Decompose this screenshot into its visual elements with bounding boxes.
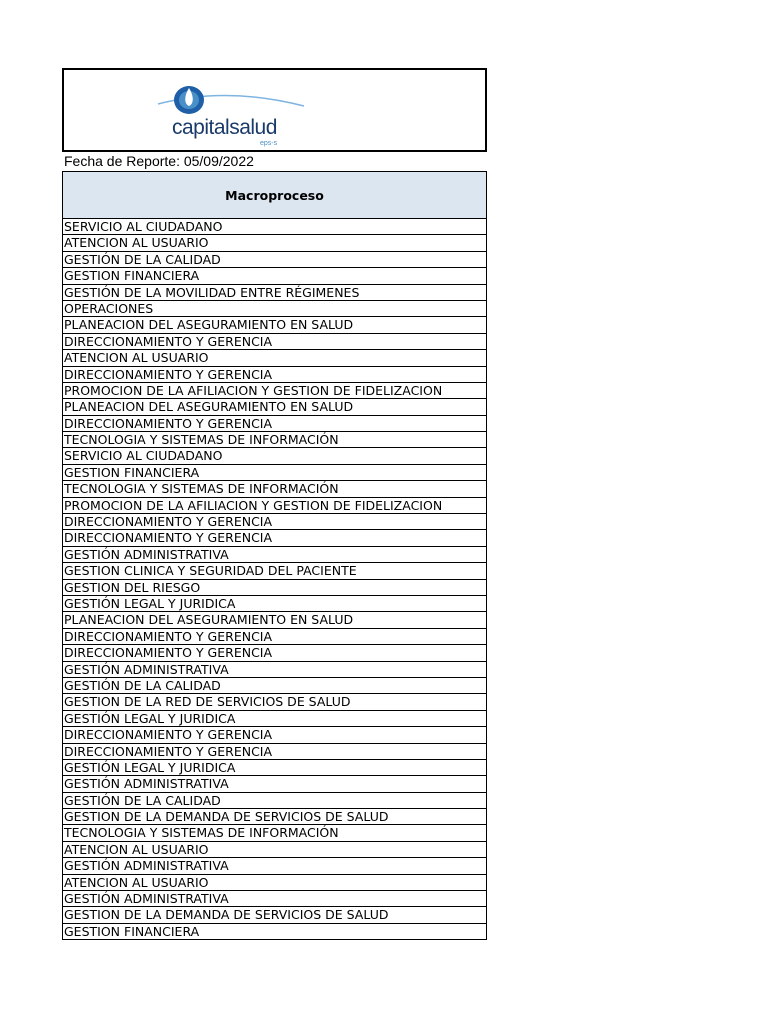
table-row: GESTIÓN LEGAL Y JURIDICA <box>62 711 487 727</box>
report-date: Fecha de Reporte: 05/09/2022 <box>64 153 254 169</box>
table-row: GESTIÓN ADMINISTRATIVA <box>62 858 487 874</box>
table-row: GESTIÓN DE LA MOVILIDAD ENTRE RÉGIMENES <box>62 285 487 301</box>
logo-subtext: eps-s <box>260 140 278 147</box>
table-row: GESTION DE LA RED DE SERVICIOS DE SALUD <box>62 694 487 710</box>
table-row: ATENCION AL USUARIO <box>62 350 487 366</box>
table-row: GESTIÓN ADMINISTRATIVA <box>62 891 487 907</box>
table-row: DIRECCIONAMIENTO Y GERENCIA <box>62 514 487 530</box>
table-row: ATENCION AL USUARIO <box>62 842 487 858</box>
table-row: GESTION FINANCIERA <box>62 268 487 284</box>
table-row: TECNOLOGIA Y SISTEMAS DE INFORMACIÓN <box>62 481 487 497</box>
table-row: GESTIÓN ADMINISTRATIVA <box>62 547 487 563</box>
table-row: PLANEACION DEL ASEGURAMIENTO EN SALUD <box>62 612 487 628</box>
table-row: GESTIÓN LEGAL Y JURIDICA <box>62 596 487 612</box>
table-body <box>62 219 487 940</box>
table-row: DIRECCIONAMIENTO Y GERENCIA <box>62 744 487 760</box>
logo-box <box>62 68 487 152</box>
table-row: TECNOLOGIA Y SISTEMAS DE INFORMACIÓN <box>62 432 487 448</box>
table-row: SERVICIO AL CIUDADANO <box>62 448 487 464</box>
table-row: DIRECCIONAMIENTO Y GERENCIA <box>62 629 487 645</box>
table-row: GESTIÓN LEGAL Y JURIDICA <box>62 760 487 776</box>
table-row: GESTIÓN ADMINISTRATIVA <box>62 662 487 678</box>
table-row: GESTION FINANCIERA <box>62 465 487 481</box>
column-header-macroproceso: Macroproceso <box>62 171 487 219</box>
table-row: DIRECCIONAMIENTO Y GERENCIA <box>62 334 487 350</box>
report-sheet <box>62 68 487 940</box>
table-row: GESTIÓN ADMINISTRATIVA <box>62 776 487 792</box>
table-row: DIRECCIONAMIENTO Y GERENCIA <box>62 727 487 743</box>
table-row: DIRECCIONAMIENTO Y GERENCIA <box>62 530 487 546</box>
table-row: GESTIÓN DE LA CALIDAD <box>62 252 487 268</box>
capitalsalud-logo <box>156 76 306 150</box>
table-row: ATENCION AL USUARIO <box>62 235 487 251</box>
table-row: PROMOCION DE LA AFILIACION Y GESTION DE FIDELIZACION <box>62 383 487 399</box>
table-row: OPERACIONES <box>62 301 487 317</box>
table-row: GESTION FINANCIERA <box>62 924 487 940</box>
table-row: DIRECCIONAMIENTO Y GERENCIA <box>62 367 487 383</box>
table-row: GESTIÓN DE LA CALIDAD <box>62 793 487 809</box>
table-row: GESTION CLINICA Y SEGURIDAD DEL PACIENTE <box>62 563 487 579</box>
table-row: GESTIÓN DE LA CALIDAD <box>62 678 487 694</box>
table-row: PROMOCION DE LA AFILIACION Y GESTION DE FIDELIZACION <box>62 498 487 514</box>
logo-wordmark: capitalsalud <box>172 116 277 139</box>
table-row: DIRECCIONAMIENTO Y GERENCIA <box>62 645 487 661</box>
table-row: TECNOLOGIA Y SISTEMAS DE INFORMACIÓN <box>62 825 487 841</box>
table-row: PLANEACION DEL ASEGURAMIENTO EN SALUD <box>62 399 487 415</box>
table-row: ATENCION AL USUARIO <box>62 875 487 891</box>
table-row: GESTION DE LA DEMANDA DE SERVICIOS DE SALUD <box>62 907 487 923</box>
table-row: GESTION DE LA DEMANDA DE SERVICIOS DE SALUD <box>62 809 487 825</box>
table-row: SERVICIO AL CIUDADANO <box>62 219 487 235</box>
table-row: PLANEACION DEL ASEGURAMIENTO EN SALUD <box>62 317 487 333</box>
table-row: GESTION DEL RIESGO <box>62 580 487 596</box>
table-row: DIRECCIONAMIENTO Y GERENCIA <box>62 416 487 432</box>
